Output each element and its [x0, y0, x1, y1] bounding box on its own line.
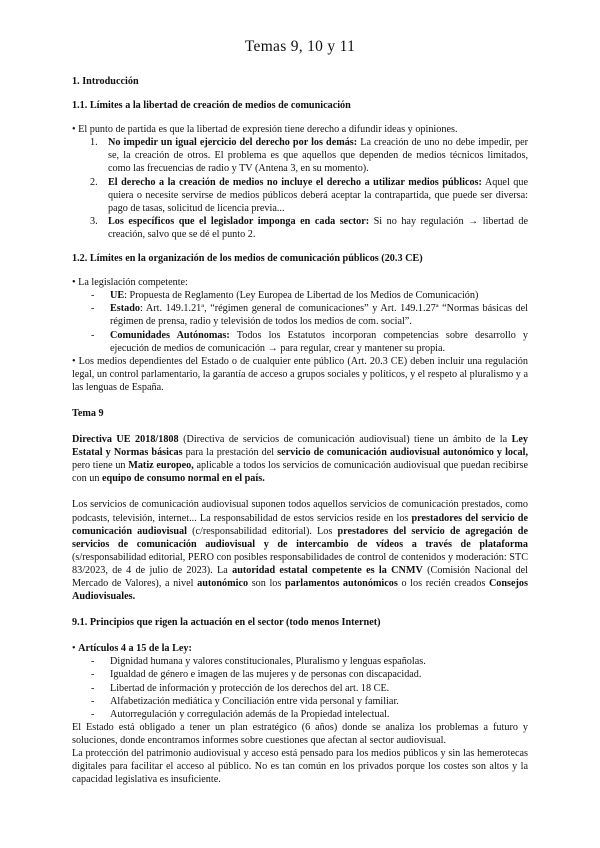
list-item: - Comunidades Autónomas: Todos los Estatutos incorporan competencias sobre desarrollo y ejecución de medios de comunicación → para regular, crear y mantener su propia.: [91, 329, 529, 354]
list-item: 2. El derecho a la creación de medios no incluye el derecho a utilizar medios públicos: Aquel que quiera o necesite servirse de medios públicos deberá aceptar la contrapartida, que puede ser diversa: pago de tasas, solicitud de licencia previa...: [90, 176, 529, 214]
bullet-paragraph: • La legislación competente:: [72, 277, 188, 289]
subsection-heading-9-1: 9.1. Principios que rigen la actuación en el sector (todo menos Internet): [72, 617, 381, 629]
list-item: 1. No impedir un igual ejercicio del derecho por los demás: La creación de uno no debe impedir, per se, la creación de otros. El problema es que aquellos que dependen de medios técnicos limitados, como las frecuencias de radio y TV (Antena 3, en su momento).: [90, 137, 529, 175]
bullet-paragraph: • Los medios dependientes del Estado o de cualquier ente público (Art. 20.3 CE) deben incluir una regulación legal, un control parlamentario, la garantía de acceso a grupos sociales y políticos, y el respeto al pluralismo y a las lenguas de España.: [72, 355, 528, 393]
list-item: - Autorregulación y corregulación además de la Propiedad intelectual.: [91, 708, 390, 720]
numbered-list: [72, 136, 528, 241]
list-item: - Igualdad de género e imagen de las mujeres y de personas con discapacidad.: [91, 669, 422, 681]
list-item: - Libertad de información y protección de los derechos del art. 18 CE.: [91, 682, 390, 694]
page-title: Temas 9, 10 y 11: [244, 38, 356, 55]
bullet-paragraph: • El punto de partida es que la libertad de expresión tiene derecho a difundir ideas y opiniones.: [72, 124, 458, 136]
section-heading-intro: 1. Introducción: [72, 76, 139, 87]
bullet-paragraph: • Artículos 4 a 15 de la Ley:: [72, 643, 192, 655]
subsection-heading-1-2: 1.2. Límites en la organización de los medios de comunicación públicos (20.3 CE): [72, 253, 423, 265]
dash-list: [72, 289, 528, 354]
list-item: - UE: Propuesta de Reglamento (Ley Europea de Libertad de los Medios de Comunicación): [91, 290, 479, 302]
dash-list: [72, 655, 528, 720]
list-item: - Estado: Art. 149.1.21ª, “régimen general de comunicaciones” y Art. 149.1.27ª “Normas básicas del régimen de prensa, radio y televisión de todos los medios de com. social”.: [91, 303, 528, 328]
paragraph-servicios: Los servicios de comunicación audiovisual suponen todos aquellos servicios de comunicación prestados, como podcasts, televisión, internet... La responsabilidad de estos servicios reside en los prestadores del servicio de comunicación audiovisual (c/responsabilidad editorial). Los prestadores del servicio de agregación de servicios de comunicación audiovisual y de intercambio de vídeos a través de plataforma (s/responsabilidad editorial, PERO con posibles responsabilidades de control de contenidos y moderación: STC 83/2023, de 4 de julio de 2023). La autoridad estatal competente es la CNMV (Comisión Nacional del Mercado de Valores), a nivel autonómico son los parlamentos autonómicos o los recién creados Consejos Audiovisuales.: [72, 499, 528, 603]
list-item: - Dignidad humana y valores constitucionales, Pluralismo y lenguas españolas.: [91, 656, 426, 668]
section-heading-tema-9: Tema 9: [72, 407, 104, 419]
paragraph-plan: El Estado está obligado a tener un plan estratégico (6 años) donde se analiza los problemas a futuro y soluciones, donde encontramos informes sobre cuestiones que afectan al sector audiovisual.: [72, 721, 528, 746]
paragraph-directiva: Directiva UE 2018/1808 (Directiva de servicios de comunicación audiovisual) tiene un ámbito de la Ley Estatal y Normas básicas para la prestación del servicio de comunicación audiovisual autonómico y local, pero tiene un Matiz europeo, aplicable a todos los servicios de comunicación audiovisual que puedan recibirse con un equipo de consumo normal en el país.: [72, 434, 528, 485]
subsection-heading-1-1: 1.1. Límites a la libertad de creación de medios de comunicación: [72, 100, 351, 112]
list-item: 3. Los específicos que el legislador imponga en cada sector: Si no hay regulación → libertad de creación, salvo que se dé el punto 2.: [90, 215, 528, 240]
list-item: - Alfabetización mediática y Conciliación entre vida personal y familiar.: [91, 695, 399, 707]
paragraph-patrimonio: La protección del patrimonio audiovisual y acceso está pensado para los medios públicos y sin las hemerotecas digitales para facilitar el acceso al público. No es tan común en los privados porque los costes son altos y la capacidad legislativa es insuficiente.: [72, 748, 528, 786]
